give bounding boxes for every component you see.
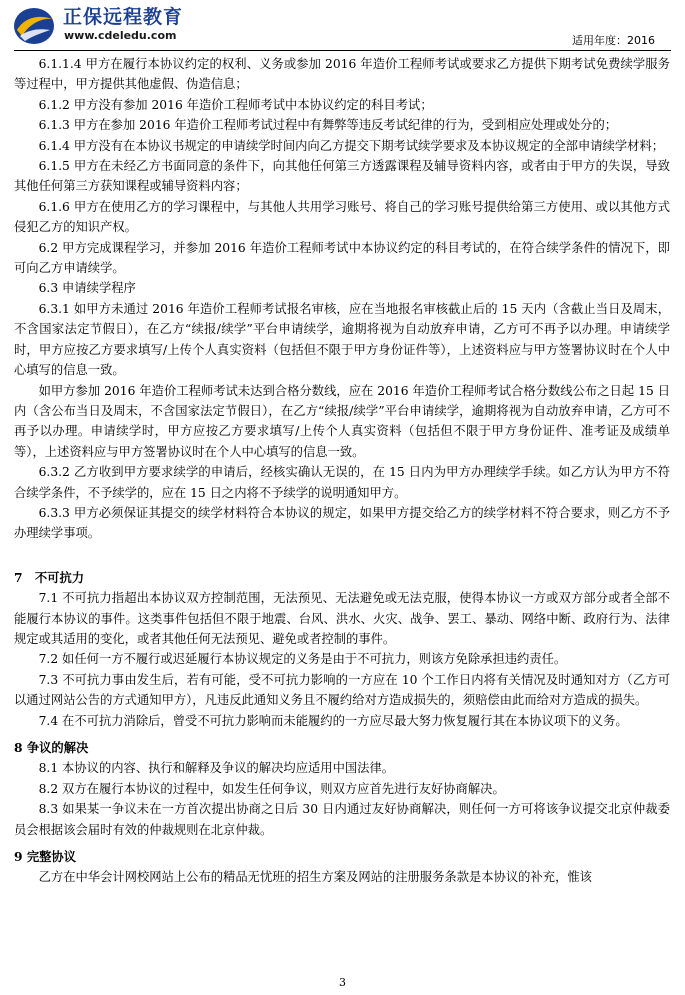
section-heading: 9 完整协议 [14,849,77,865]
section-gap [14,840,670,847]
page-header [0,0,685,52]
paragraph: 7.3 不可抗力事由发生后，若有可能，受不可抗力影响的一方应在 10 个工作日内将有关情况及时通知对方（乙方可以通过网站公告的方式通知甲方），凡违反此通知义务且不履约给对方造成损失的，须赔偿由此而给对方造成的损失。 [14,672,670,708]
paragraph: 7.2 如任何一方不履行或迟延履行本协议规定的义务是由于不可抗力，则该方免除承担违约责任。 [38,652,567,667]
paragraph: 如甲方参加 2016 年造价工程师考试未达到合格分数线，应在 2016 年造价工程师考试合格分数线公布之日起 15 日内（含公布当日及周末，不含国家法定节假日），在乙方“续报/续学”平台申请续学，逾期将视为自动放弃申请，乙方可不再予以办理。申请续学时，甲方应按乙方要求填写/上传个人真实资料（包括但不限于甲方身份证件、准考证及成绩单等），上述资料应与甲方签署协议时在个人中心填写的信息一致。 [14,383,670,459]
section-gap [14,544,670,568]
section-heading: 8 争议的解决 [14,740,89,755]
paragraph: 6.1.6 甲方在使用乙方的学习课程中，与其他人共用学习账号、将自己的学习账号提供给第三方使用、或以其他方式侵犯乙方的知识产权。 [14,199,670,235]
section-gap [14,731,670,738]
paragraph: 6.3.3 甲方必须保证其提交的续学材料符合本协议的规定，如果甲方提交给乙方的续学材料不符合要求，则乙方不予办理续学事项。 [14,505,670,541]
paragraph: 8.3 如果某一争议未在一方首次提出协商之日后 30 日内通过友好协商解决，则任何一方可将该争议提交北京仲裁委员会根据该会届时有效的仲裁规则在北京仲裁。 [14,802,670,837]
brand-name: 正保远程教育 [63,6,184,28]
section-heading: 7 不可抗力 [14,569,85,585]
paragraph: 6.1.2 甲方没有参加 2016 年造价工程师考试中本协议约定的科目考试； [38,97,433,112]
paragraph: 8.1 本协议的内容、执行和解释及争议的解决均应适用中国法律。 [38,761,395,776]
brand-url: www.cdeledu.com [64,29,177,42]
document-body [14,54,670,888]
year-label: 适用年度：2016 [572,34,655,47]
paragraph: 6.3.2 乙方收到甲方要求续学的申请后，经核实确认无误的，在 15 日内为甲方办理续学手续。如乙方认为甲方不符合续学条件，不予续学的，应在 15 日之内将不予续学的说明通知甲方。 [14,465,670,500]
paragraph: 6.3.1 如甲方未通过 2016 年造价工程师考试报名审核，应在当地报名审核截止后的 15 天内（含截止当日及周末，不含国家法定节假日），在乙方“续报/续学”平台申请续学，逾期将视为自动放弃申请，乙方可不再予以办理。申请续学时，甲方应按乙方要求填写/上传个人真实资料（包括但不限于甲方身份证件等），上述资料应与甲方签署协议时在个人中心填写的信息一致。 [14,301,670,378]
page-number: 3 [339,976,346,989]
paragraph: 6.1.5 甲方在未经乙方书面同意的条件下，向其他任何第三方透露课程及辅导资料内容，或者由于甲方的失误，导致其他任何第三方获知课程或辅导资料内容； [14,159,670,194]
paragraph: 6.2 甲方完成课程学习，并参加 2016 年造价工程师考试中本协议约定的科目考试的，在符合续学条件的情况下，即可向乙方申请续学。 [14,240,670,276]
paragraph: 6.1.3 甲方在参加 2016 年造价工程师考试过程中有舞弊等违反考试纪律的行为，受到相应处理或处分的； [38,118,618,133]
paragraph: 6.1.1.4 甲方在履行本协议约定的权利、义务或参加 2016 年造价工程师考试或要求乙方提供下期考试免费续学服务等过程中，甲方提供其他虚假、伪造信息； [14,57,670,92]
paragraph: 6.1.4 甲方没有在本协议书规定的申请续学时间内向乙方提交下期考试续学要求及本协议规定的全部申请续学材料； [38,138,665,153]
company-logo-icon [12,6,56,46]
paragraph: 8.2 双方在履行本协议的过程中，如发生任何争议，则双方应首先进行友好协商解决。 [38,781,505,796]
paragraph: 6.3 申请续学程序 [38,281,136,296]
header-rule [14,50,671,51]
paragraph: 7.1 不可抗力指超出本协议双方控制范围，无法预见、无法避免或无法克服，使得本协议一方或双方部分或者全部不能履行本协议的事件。这类事件包括但不限于地震、台风、洪水、火灾、战争、罢工、暴动、网络中断、政府行为、法律规定或其适用的变化，或者其他任何无法预见、避免或者控制的事件。 [14,591,670,646]
paragraph: 乙方在中华会计网校网站上公布的精品无忧班的招生方案及网站的注册服务条款是本协议的补充，惟该 [38,870,592,885]
paragraph: 7.4 在不可抗力消除后，曾受不可抗力影响而未能履约的一方应尽最大努力恢复履行其在本协议项下的义务。 [38,713,628,728]
